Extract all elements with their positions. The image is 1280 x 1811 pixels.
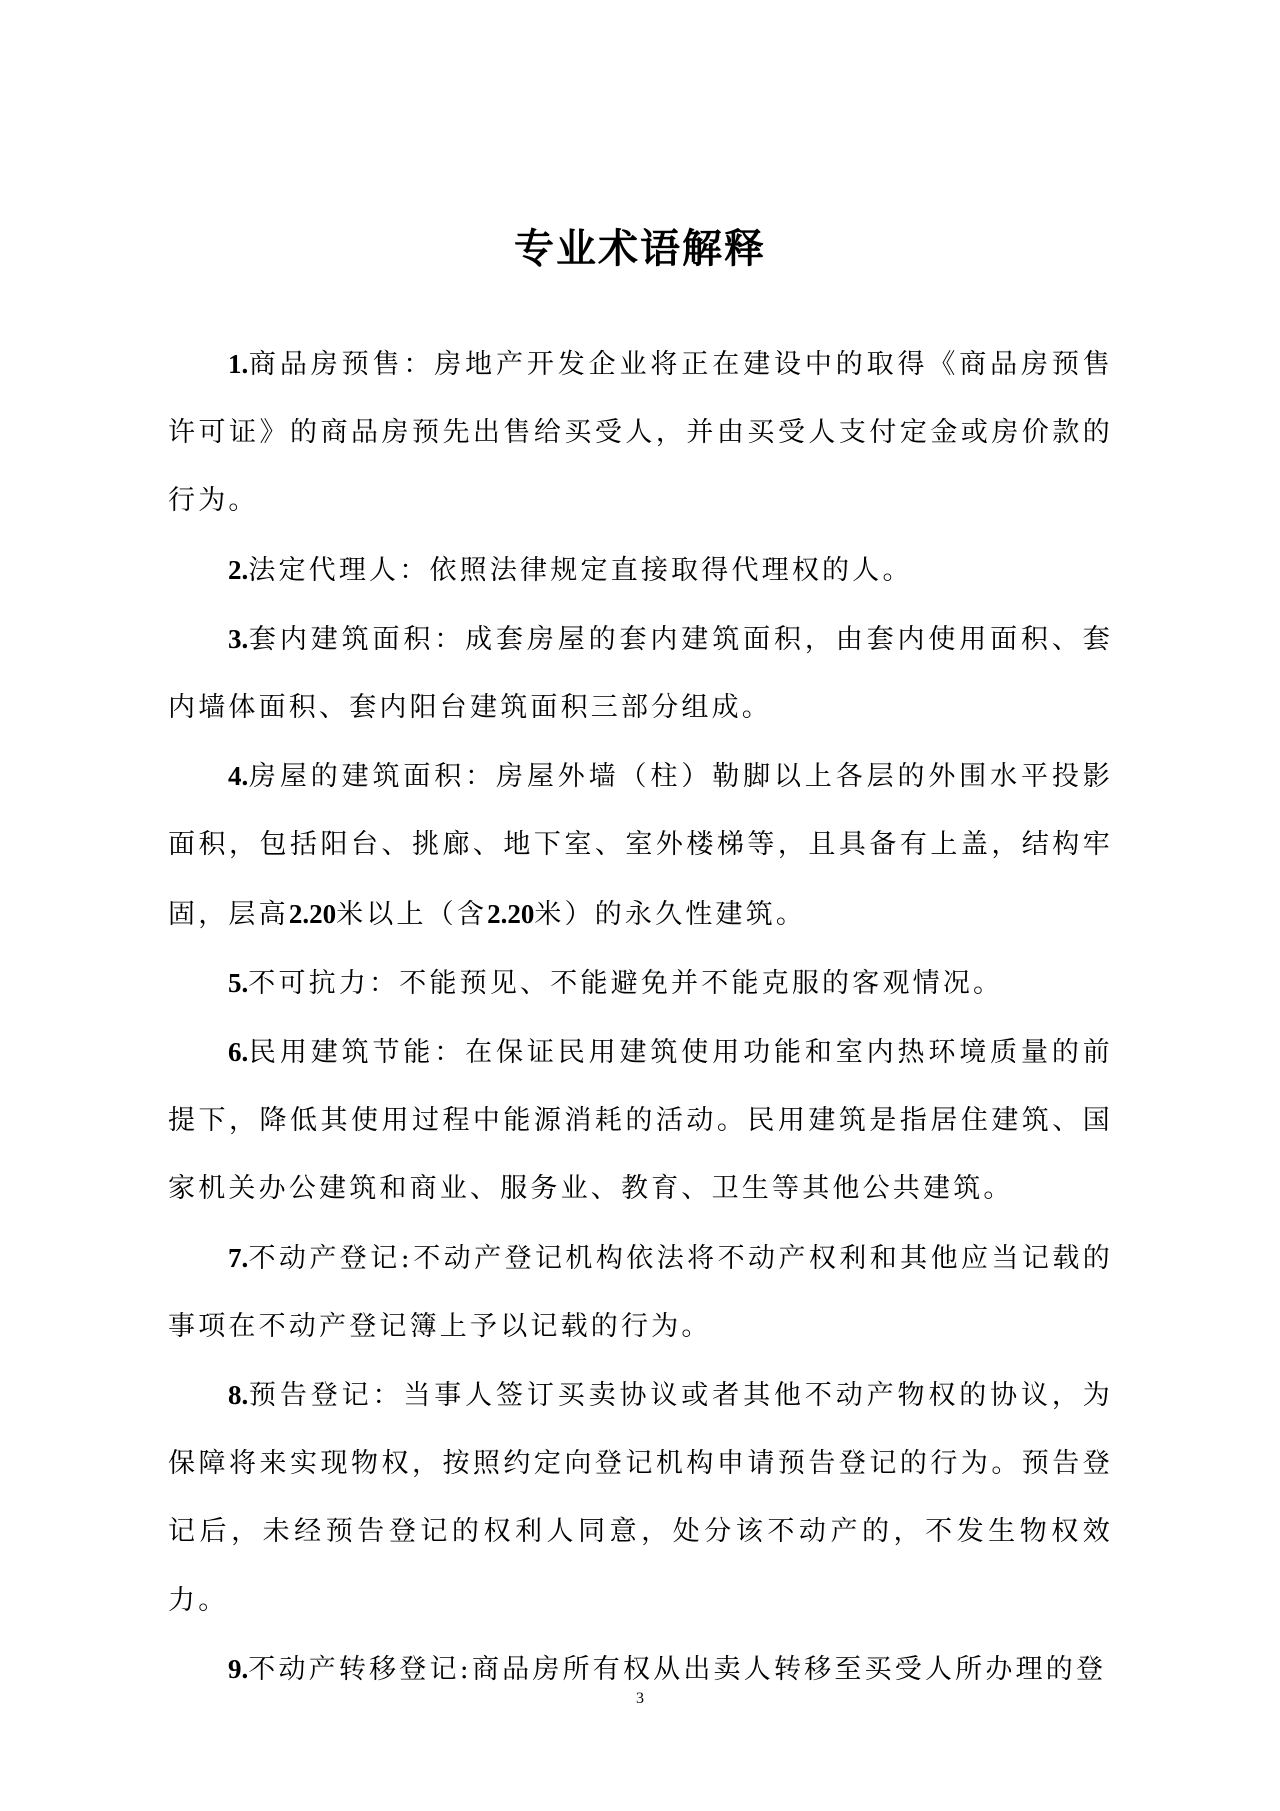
term-name: 不动产登记: (248, 1242, 413, 1274)
term-name: 不可抗力： (248, 967, 400, 999)
term-definition: 成套房屋的套内建筑面积，由套内使用面积、套内墙体面积、套内阳台建筑面积三部分组成。 (168, 623, 1113, 724)
term-item-2 (168, 536, 1113, 605)
term-definition: 当事人签订买卖协议或者其他不动产物权的协议，为保障将来实现物权，按照约定向登记机构申请预告登记的行为。预告登记后，未经预告登记的权利人同意，处分该不动产的，不发生物权效力。 (168, 1380, 1113, 1616)
term-name: 不动产转移登记: (248, 1653, 472, 1685)
term-number: 8. (228, 1380, 249, 1411)
term-item-3 (168, 605, 1113, 742)
term-item-5 (168, 949, 1113, 1018)
term-item-4 (168, 742, 1113, 949)
term-item-7 (168, 1224, 1113, 1361)
height-value: 2.20 (288, 898, 337, 929)
term-number: 2. (228, 554, 249, 585)
term-definition: 在保证民用建筑使用功能和室内热环境质量的前提下，降低其使用过程中能源消耗的活动。民用建筑是指居住建筑、国家机关办公建筑和商业、服务业、教育、卫生等其他公共建筑。 (168, 1037, 1113, 1205)
term-number: 5. (228, 967, 249, 998)
page-title: 专业术语解释 (514, 225, 766, 272)
term-definition: 不动产登记机构依法将不动产权利和其他应当记载的事项在不动产登记簿上予以记载的行为。 (168, 1242, 1113, 1342)
term-name: 预告登记： (248, 1380, 404, 1412)
term-item-1 (168, 330, 1113, 536)
term-number: 1. (228, 349, 249, 379)
term-definition: 房屋外墙（柱）勒脚以上各层的外围水平投影面积，包括阳台、挑廊、地下室、室外楼梯等，且具备有上盖，结构牢固，层高 (168, 761, 1114, 930)
term-name: 民用建筑节能： (248, 1037, 466, 1069)
term-number: 6. (228, 1037, 249, 1068)
height-value: 2.20 (487, 898, 535, 929)
term-name: 房屋的建筑面积： (248, 761, 497, 793)
term-number: 7. (228, 1242, 249, 1273)
term-definition: 米以上（含 (336, 898, 488, 930)
page-number: 3 (636, 1690, 644, 1707)
term-number: 4. (228, 761, 249, 792)
term-number: 3. (228, 623, 249, 654)
term-item-6 (168, 1018, 1113, 1224)
term-name: 套内建筑面积： (248, 623, 466, 655)
term-definition: 米）的永久性建筑。 (534, 898, 807, 930)
term-definition: 房地产开发企业将正在建设中的取得《商品房预售许可证》的商品房预先出售给买受人，并由买受人支付定金或房价款的行为。 (168, 349, 1114, 517)
term-definition: 依照法律规定直接取得代理权的人。 (429, 554, 913, 586)
term-name: 法定代理人： (248, 554, 430, 586)
term-item-8 (168, 1361, 1113, 1635)
terms-list (168, 330, 1113, 1704)
term-name: 商品房预售： (248, 349, 435, 380)
term-definition: 不能预见、不能避免并不能克服的客观情况。 (399, 967, 1004, 999)
term-definition: 商品房所有权从出卖人转移至买受人所办理的登 (471, 1653, 1107, 1685)
term-number: 9. (228, 1653, 249, 1684)
